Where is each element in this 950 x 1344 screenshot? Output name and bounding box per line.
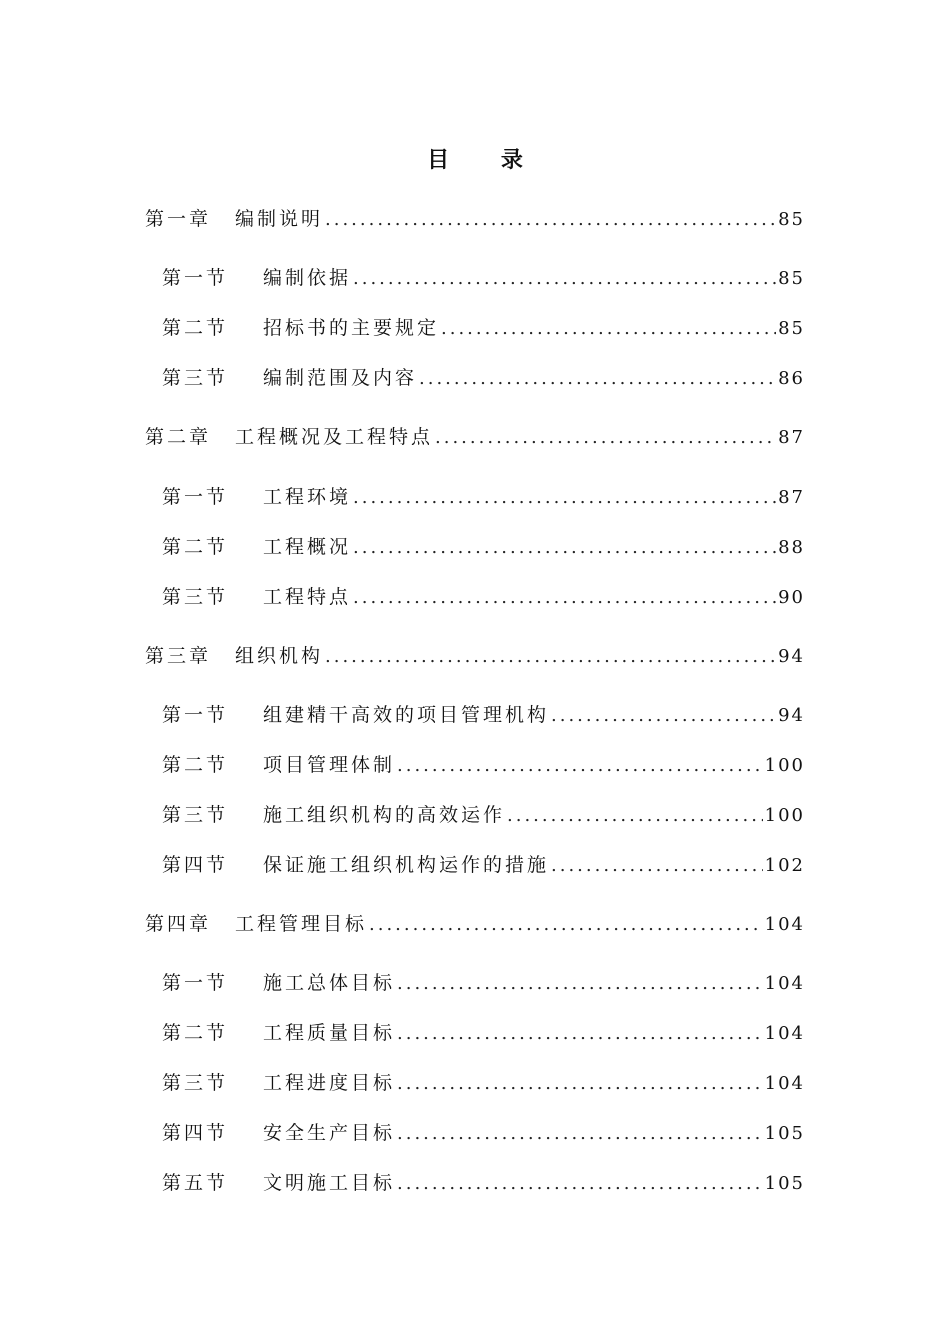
entry-page-number: 87 [778, 487, 805, 508]
entry-label: 第二节 [162, 1022, 229, 1044]
entry-text: 工程特点 [263, 586, 352, 608]
entry-label: 第二节 [162, 317, 229, 339]
entry-text: 文明施工目标 [263, 1172, 396, 1194]
toc-entry-section[interactable] [162, 1118, 805, 1148]
entry-text: 施工组织机构的高效运作 [263, 804, 506, 826]
toc-entry-section[interactable] [162, 700, 805, 730]
entry-page-number: 86 [778, 368, 805, 389]
entry-text: 编制说明 [235, 208, 324, 230]
entry-label: 第一章 [145, 208, 212, 230]
entry-label: 第五节 [162, 1172, 229, 1194]
toc-entry-section[interactable] [162, 482, 805, 512]
entry-label: 第二章 [145, 426, 212, 448]
entry-text: 工程概况及工程特点 [235, 426, 434, 448]
dot-leader [325, 642, 776, 672]
entry-page-number: 85 [778, 318, 805, 339]
entry-label: 第一节 [162, 972, 229, 994]
toc-entry-chapter[interactable] [145, 422, 805, 452]
entry-text: 保证施工组织机构运作的措施 [263, 854, 550, 876]
toc-entry-section[interactable] [162, 363, 805, 393]
entry-page-number: 104 [764, 914, 805, 935]
toc-entry-chapter[interactable] [145, 909, 805, 939]
dot-leader [353, 533, 776, 563]
entry-page-number: 90 [778, 587, 805, 608]
toc-entry-section[interactable] [162, 263, 805, 293]
entry-text: 工程概况 [263, 536, 352, 558]
toc-entry-chapter[interactable] [145, 641, 805, 671]
entry-label: 第三节 [162, 804, 229, 826]
toc-entry-section[interactable] [162, 1068, 805, 1098]
dot-leader [397, 1019, 763, 1049]
entry-text: 招标书的主要规定 [263, 317, 440, 339]
entry-label: 第三节 [162, 586, 229, 608]
entry-page-number: 102 [764, 855, 805, 876]
entry-page-number: 85 [778, 268, 805, 289]
entry-page-number: 105 [764, 1123, 805, 1144]
entry-page-number: 94 [778, 646, 805, 667]
entry-text: 工程环境 [263, 486, 352, 508]
toc-entry-section[interactable] [162, 968, 805, 998]
entry-text: 组织机构 [235, 645, 324, 667]
dot-leader [419, 364, 776, 394]
dot-leader [397, 1119, 763, 1149]
entry-label: 第三节 [162, 1072, 229, 1094]
entry-text: 工程管理目标 [235, 913, 368, 935]
entry-label: 第三章 [145, 645, 212, 667]
toc-entry-section[interactable] [162, 313, 805, 343]
entry-page-number: 104 [764, 1073, 805, 1094]
dot-leader [397, 1169, 763, 1199]
toc-entry-section[interactable] [162, 582, 805, 612]
dot-leader [353, 583, 776, 613]
entry-text: 组建精干高效的项目管理机构 [263, 704, 550, 726]
entry-label: 第一节 [162, 486, 229, 508]
entry-text: 项目管理体制 [263, 754, 396, 776]
entry-page-number: 104 [764, 973, 805, 994]
entry-text: 工程质量目标 [263, 1022, 396, 1044]
entry-label: 第四章 [145, 913, 212, 935]
entry-label: 第二节 [162, 754, 229, 776]
dot-leader [397, 969, 763, 999]
toc-entry-section[interactable] [162, 850, 805, 880]
entry-text: 编制范围及内容 [263, 367, 418, 389]
toc-entry-section[interactable] [162, 800, 805, 830]
entry-label: 第四节 [162, 854, 229, 876]
dot-leader [353, 483, 776, 513]
entry-text: 编制依据 [263, 267, 352, 289]
toc-entry-section[interactable] [162, 1018, 805, 1048]
entry-label: 第二节 [162, 536, 229, 558]
entry-label: 第三节 [162, 367, 229, 389]
dot-leader [441, 314, 776, 344]
dot-leader [397, 751, 763, 781]
entry-page-number: 100 [764, 755, 805, 776]
toc-entry-chapter[interactable] [145, 204, 805, 234]
toc-title: 目 录 [427, 147, 545, 173]
entry-text: 施工总体目标 [263, 972, 396, 994]
dot-leader [551, 851, 763, 881]
toc-entry-section[interactable] [162, 750, 805, 780]
entry-page-number: 100 [764, 805, 805, 826]
entry-text: 安全生产目标 [263, 1122, 396, 1144]
entry-page-number: 104 [764, 1023, 805, 1044]
dot-leader [435, 423, 776, 453]
entry-label: 第四节 [162, 1122, 229, 1144]
entry-page-number: 88 [778, 537, 805, 558]
entry-page-number: 85 [778, 209, 805, 230]
dot-leader [507, 801, 763, 831]
entry-page-number: 87 [778, 427, 805, 448]
entry-label: 第一节 [162, 704, 229, 726]
toc-entry-section[interactable] [162, 1168, 805, 1198]
dot-leader [353, 264, 776, 294]
dot-leader [369, 910, 763, 940]
dot-leader [551, 701, 776, 731]
toc-entry-section[interactable] [162, 532, 805, 562]
entry-page-number: 94 [778, 705, 805, 726]
entry-page-number: 105 [764, 1173, 805, 1194]
dot-leader [397, 1069, 763, 1099]
dot-leader [325, 205, 776, 235]
entry-text: 工程进度目标 [263, 1072, 396, 1094]
entry-label: 第一节 [162, 267, 229, 289]
